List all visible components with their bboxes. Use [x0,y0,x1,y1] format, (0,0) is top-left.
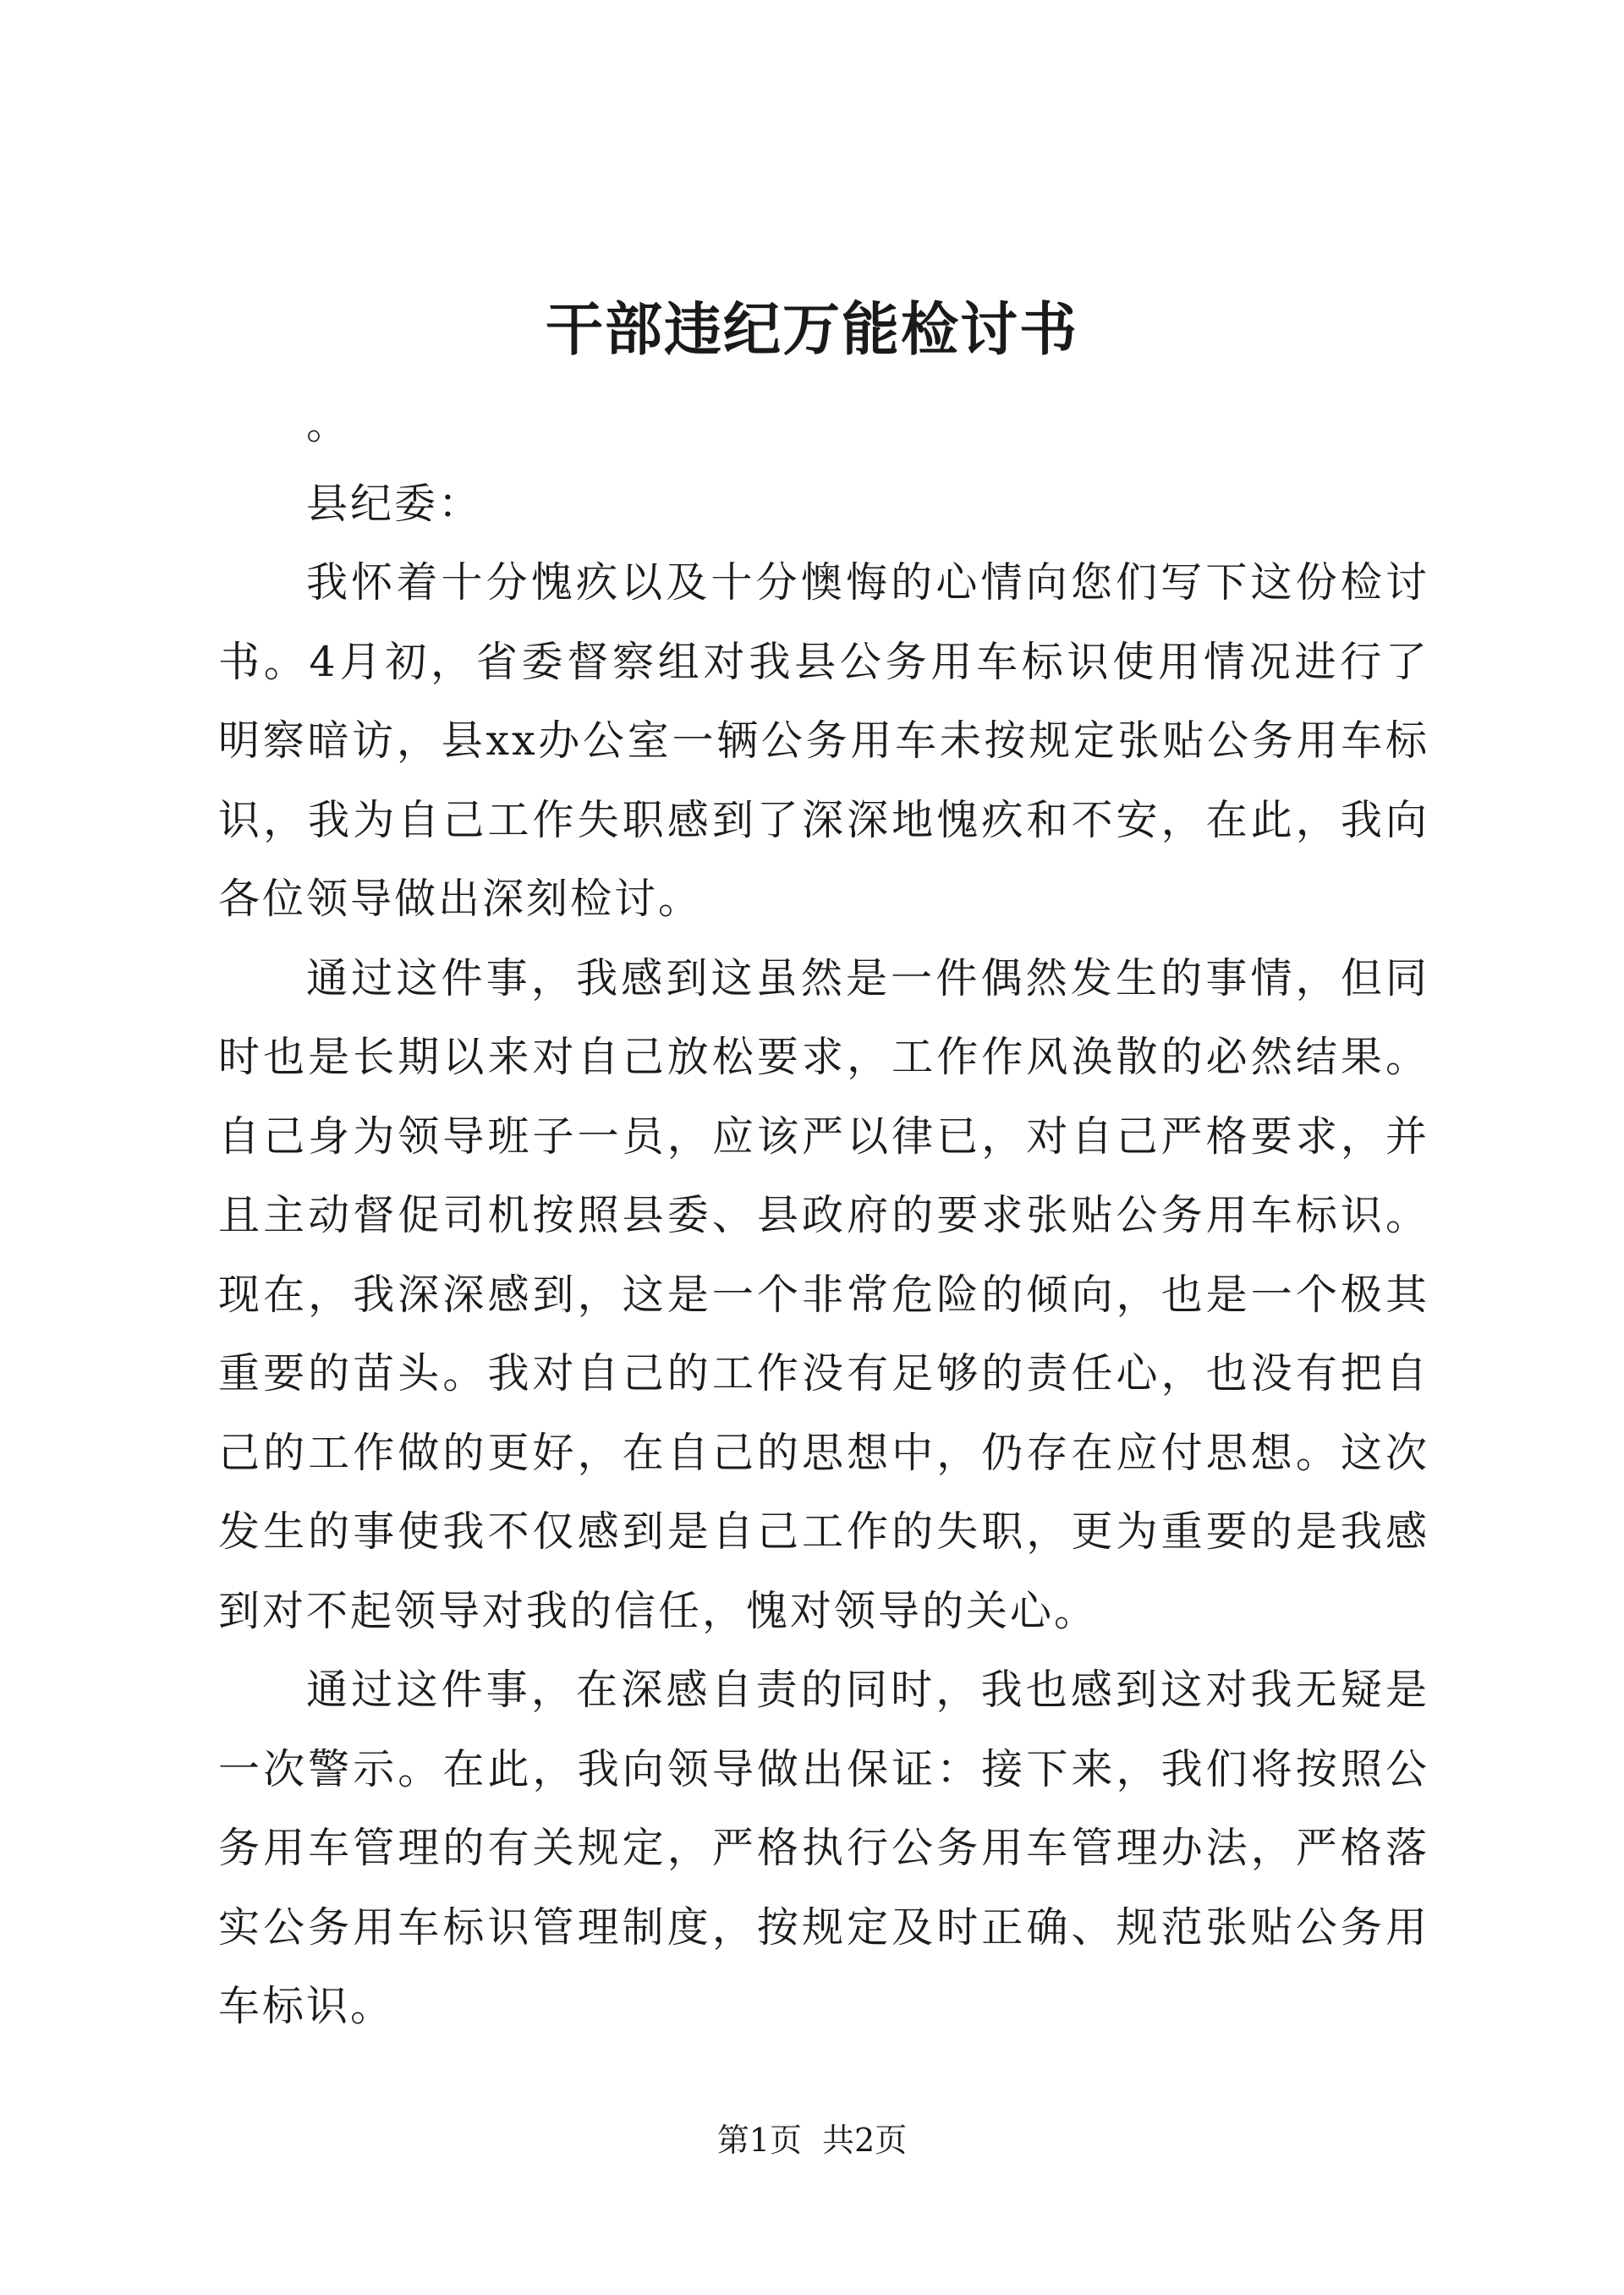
page-total: 共2页 [822,2122,908,2159]
document-body [218,385,1429,2046]
paragraph-pledge: 通过这件事，在深感自责的同时，我也感到这对我无疑是一次警示。在此，我向领导做出保证：接下来，我们将按照公务用车管理的有关规定，严格执行公务用车管理办法，严格落实公务用车标识管理制度，按规定及时正确、规范张贴公务用车标识。 [218,1666,1429,2030]
page-number: 第1页 [716,2122,802,2159]
document-title: 干部违纪万能检讨书 [545,296,1078,364]
paragraph-introduction: 我怀着十分愧疚以及十分懊悔的心情向您们写下这份检讨书。4月初，省委督察组对我县公务用车标识使用情况进行了明察暗访，县xx办公室一辆公务用车未按规定张贴公务用车标识，我为自己工作失职感到了深深地愧疚和不安，在此，我向各位领导做出深刻检讨。 [218,558,1429,923]
paragraph-opening-mark: 。 [306,400,351,448]
page-footer [0,2115,1624,2166]
paragraph-reflection: 通过这件事，我感到这虽然是一件偶然发生的事情，但同时也是长期以来对自己放松要求，工作作风涣散的必然结果。自己身为领导班子一员，应该严以律已，对自己严格要求，并且主动督促司机按照县委、县政府的要求张贴公务用车标识。现在，我深深感到，这是一个非常危险的倾向，也是一个极其重要的苗头。我对自己的工作没有足够的责任心，也没有把自己的工作做的更好，在自己的思想中，仍存在应付思想。这次发生的事使我不仅感到是自己工作的失职，更为重要的是我感到对不起领导对我的信任，愧对领导的关心。 [218,953,1429,1635]
paragraph-salutation: 县纪委： [306,479,483,528]
